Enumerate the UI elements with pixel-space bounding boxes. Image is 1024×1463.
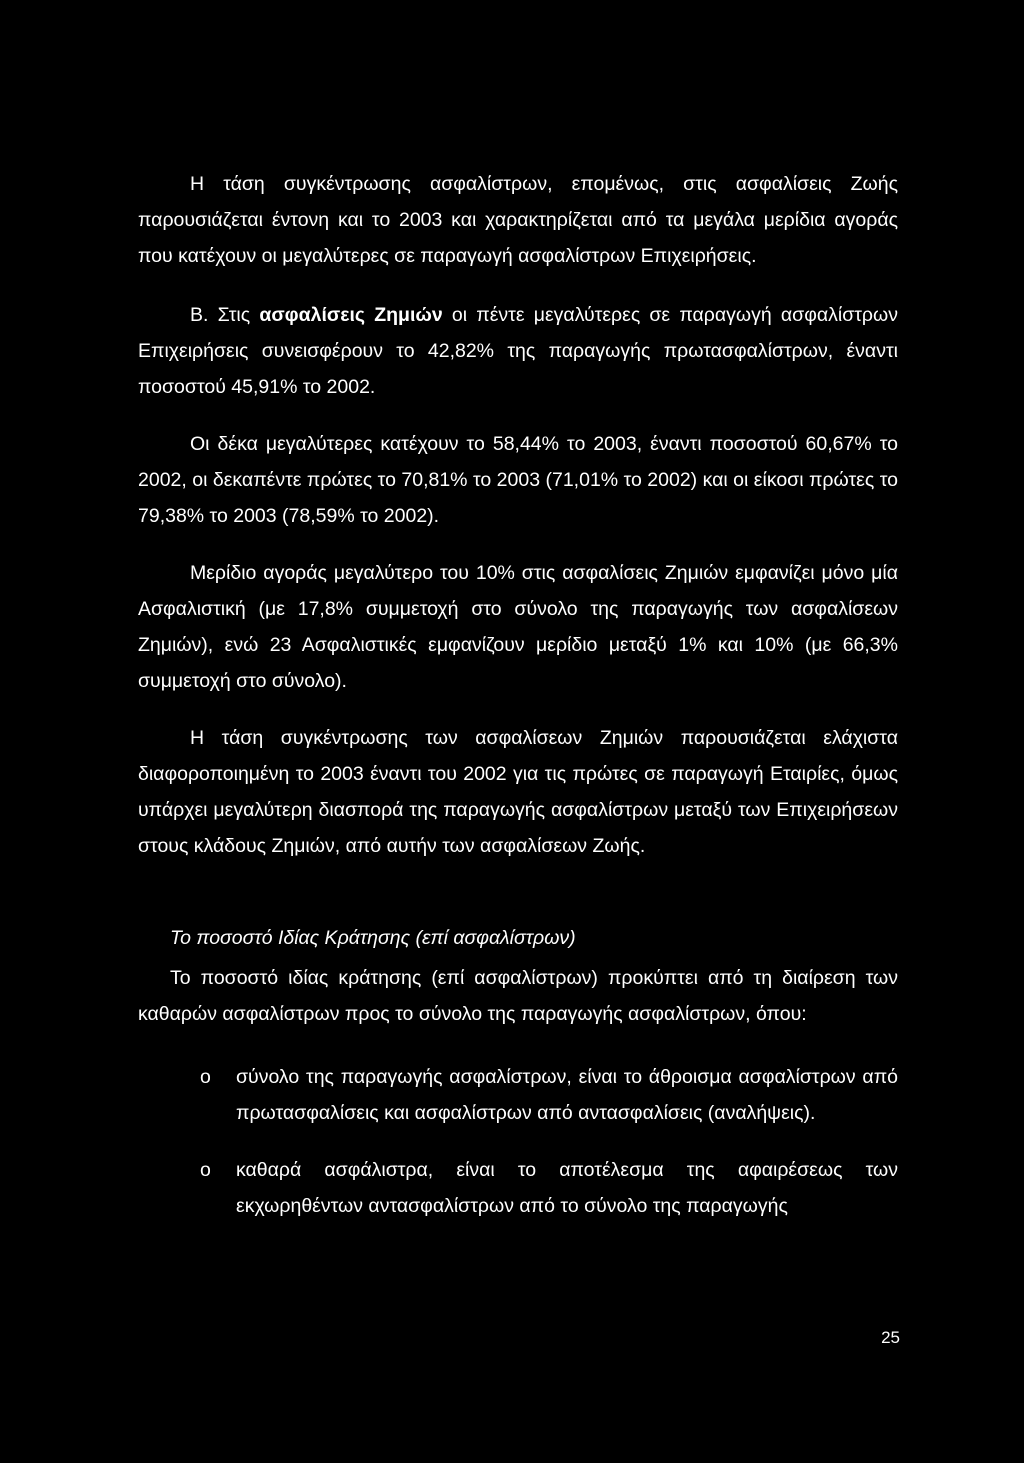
definition-list	[138, 1059, 898, 1224]
paragraph-prefix: Β. Στις	[190, 304, 260, 326]
bullet-marker: o	[200, 1066, 211, 1088]
list-item-text: σύνολο της παραγωγής ασφαλίστρων, είναι το άθροισμα ασφαλίστρων από πρωτασφαλίσεις και ασφαλίστρων από αντασφαλίσεις (αναλήψεις).	[236, 1066, 898, 1124]
list-item	[138, 1152, 898, 1224]
bullet-marker: o	[200, 1159, 211, 1181]
bold-term: ασφαλίσεις Ζημιών	[259, 304, 443, 326]
paragraph-market-share: Μερίδιο αγοράς μεγαλύτερο του 10% στις ασφαλίσεις Ζημιών εμφανίζει μόνο μία Ασφαλιστική (με 17,8% συμμετοχή στο σύνολο της παραγωγής των ασφαλίσεων Ζημιών), ενώ 23 Ασφαλιστικές εμφανίζουν μερίδιο μεταξύ 1% και 10% (με 66,3% συμμετοχή στο σύνολο).	[138, 562, 898, 692]
document-page	[138, 166, 898, 1245]
section-intro: Το ποσοστό ιδίας κράτησης (επί ασφαλίστρων) προκύπτει από τη διαίρεση των καθαρών ασφαλίστρων προς το σύνολο της παραγωγής ασφαλίστρων, όπου:	[138, 967, 898, 1025]
list-item	[138, 1059, 898, 1131]
section-heading: Το ποσοστό Ιδίας Κράτησης (επί ασφαλίστρων)	[170, 927, 576, 949]
paragraph-damage-concentration: Η τάση συγκέντρωσης των ασφαλίσεων Ζημιών παρουσιάζεται ελάχιστα διαφοροποιημένη το 2003 έναντι του 2002 για τις πρώτες σε παραγωγή Εταιρίες, όμως υπάρχει μεγαλύτερη διασπορά της παραγωγής ασφαλίστρων μεταξύ των Επιχειρήσεων στους κλάδους Ζημιών, από αυτήν των ασφαλίσεων Ζωής.	[138, 727, 898, 857]
page-number: 25	[881, 1328, 900, 1347]
paragraph-rest: οι πέντε μεγαλύτερες σε παραγωγή ασφαλίστρων Επιχειρήσεις συνεισφέρουν το 42,82% της παραγωγής πρωτασφαλίστρων, έναντι ποσοστού 45,91% το 2002.	[138, 304, 898, 398]
paragraph-top-ten: Οι δέκα μεγαλύτερες κατέχουν το 58,44% το 2003, έναντι ποσοστού 60,67% το 2002, οι δεκαπέντε πρώτες το 70,81% το 2003 (71,01% το 2002) και οι είκοσι πρώτες το 79,38% το 2003 (78,59% το 2002).	[138, 433, 898, 527]
paragraph-life-concentration: Η τάση συγκέντρωσης ασφαλίστρων, επομένως, στις ασφαλίσεις Ζωής παρουσιάζεται έντονη και το 2003 και χαρακτηρίζεται από τα μεγάλα μερίδια αγοράς που κατέχουν οι μεγαλύτερες σε παραγωγή ασφαλίστρων Επιχειρήσεις.	[138, 173, 898, 267]
paragraph-damage-insurance	[138, 297, 898, 405]
list-item-text: καθαρά ασφάλιστρα, είναι το αποτέλεσμα της αφαιρέσεως των εκχωρηθέντων αντασφαλίστρων από το σύνολο της παραγωγής	[236, 1159, 898, 1217]
